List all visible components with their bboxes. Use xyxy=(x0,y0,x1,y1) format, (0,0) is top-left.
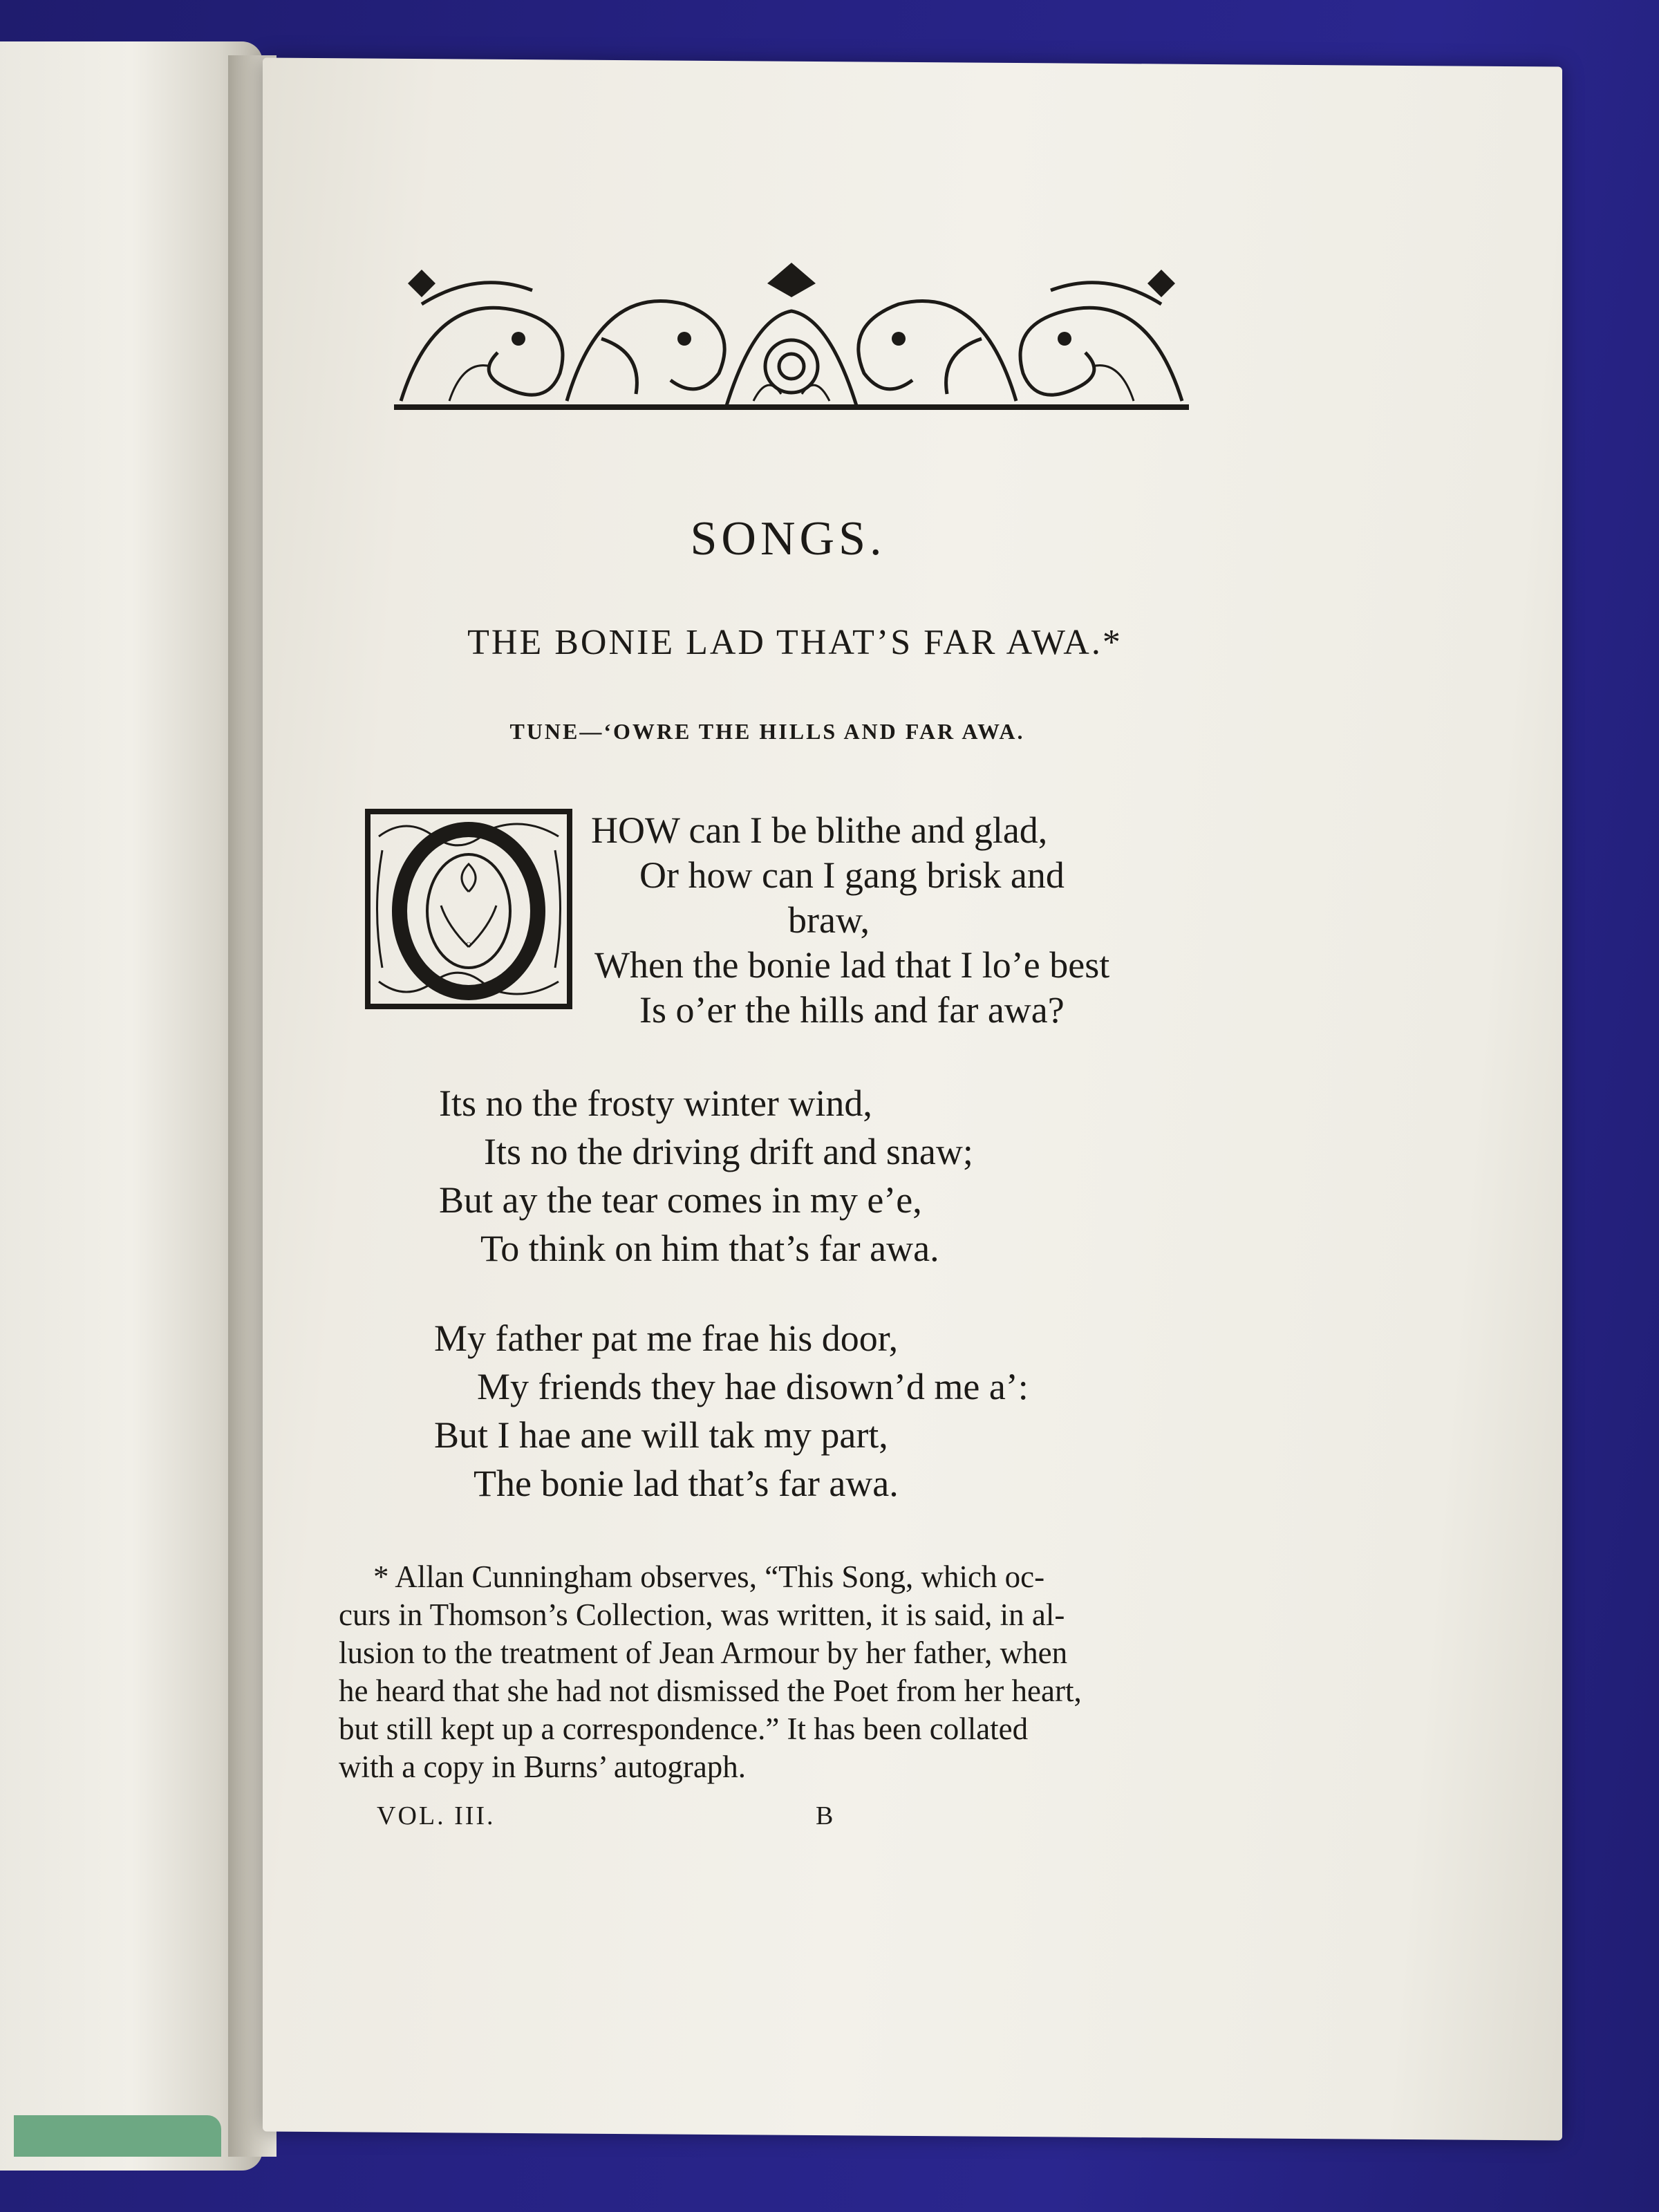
drop-cap-letter: O xyxy=(466,941,471,949)
verse-line: HOW can I be blithe and glad, xyxy=(591,809,1048,851)
section-title: SONGS. xyxy=(690,512,886,565)
verse-line: When the bonie lad that I lo’e best xyxy=(594,944,1110,986)
ornamental-headpiece xyxy=(394,263,1189,422)
footnote-line: * Allan Cunningham observes, “This Song, which oc- xyxy=(373,1559,1045,1594)
verse-line: The bonie lad that’s far awa. xyxy=(474,1463,899,1504)
left-page xyxy=(0,41,263,2171)
verse-line: Its no the driving drift and snaw; xyxy=(484,1131,973,1172)
volume-mark: VOL. III. xyxy=(377,1801,496,1830)
verse-line: My friends they hae disown’d me a’: xyxy=(477,1366,1029,1407)
song-title: THE BONIE LAD THAT’S FAR AWA.* xyxy=(467,623,1123,662)
footnote-line: with a copy in Burns’ autograph. xyxy=(339,1750,747,1784)
drop-cap xyxy=(365,809,572,1009)
verse-line: But ay the tear comes in my e’e, xyxy=(439,1179,922,1221)
signature-mark: B xyxy=(816,1801,836,1830)
book-cover-edge-bottom xyxy=(14,2115,221,2157)
verse-line: braw, xyxy=(788,899,870,941)
footnote-line: lusion to the treatment of Jean Armour by her father, when xyxy=(339,1635,1068,1670)
verse-line: My father pat me frae his door, xyxy=(434,1318,899,1359)
verse-line: Its no the frosty winter wind, xyxy=(439,1082,872,1124)
verse-line: But I hae ane will tak my part, xyxy=(434,1414,888,1456)
verse-line: Or how can I gang brisk and xyxy=(639,854,1065,896)
tune-line: TUNE—‘OWRE THE HILLS AND FAR AWA. xyxy=(509,719,1025,744)
verse-line: Is o’er the hills and far awa? xyxy=(639,989,1065,1031)
footnote-line: curs in Thomson’s Collection, was written, it is said, in al- xyxy=(339,1597,1065,1632)
footnote-line: he heard that she had not dismissed the Poet from her heart, xyxy=(339,1674,1082,1708)
verse-line: To think on him that’s far awa. xyxy=(480,1228,939,1269)
footnote-line: but still kept up a correspondence.” It has been collated xyxy=(339,1712,1029,1746)
